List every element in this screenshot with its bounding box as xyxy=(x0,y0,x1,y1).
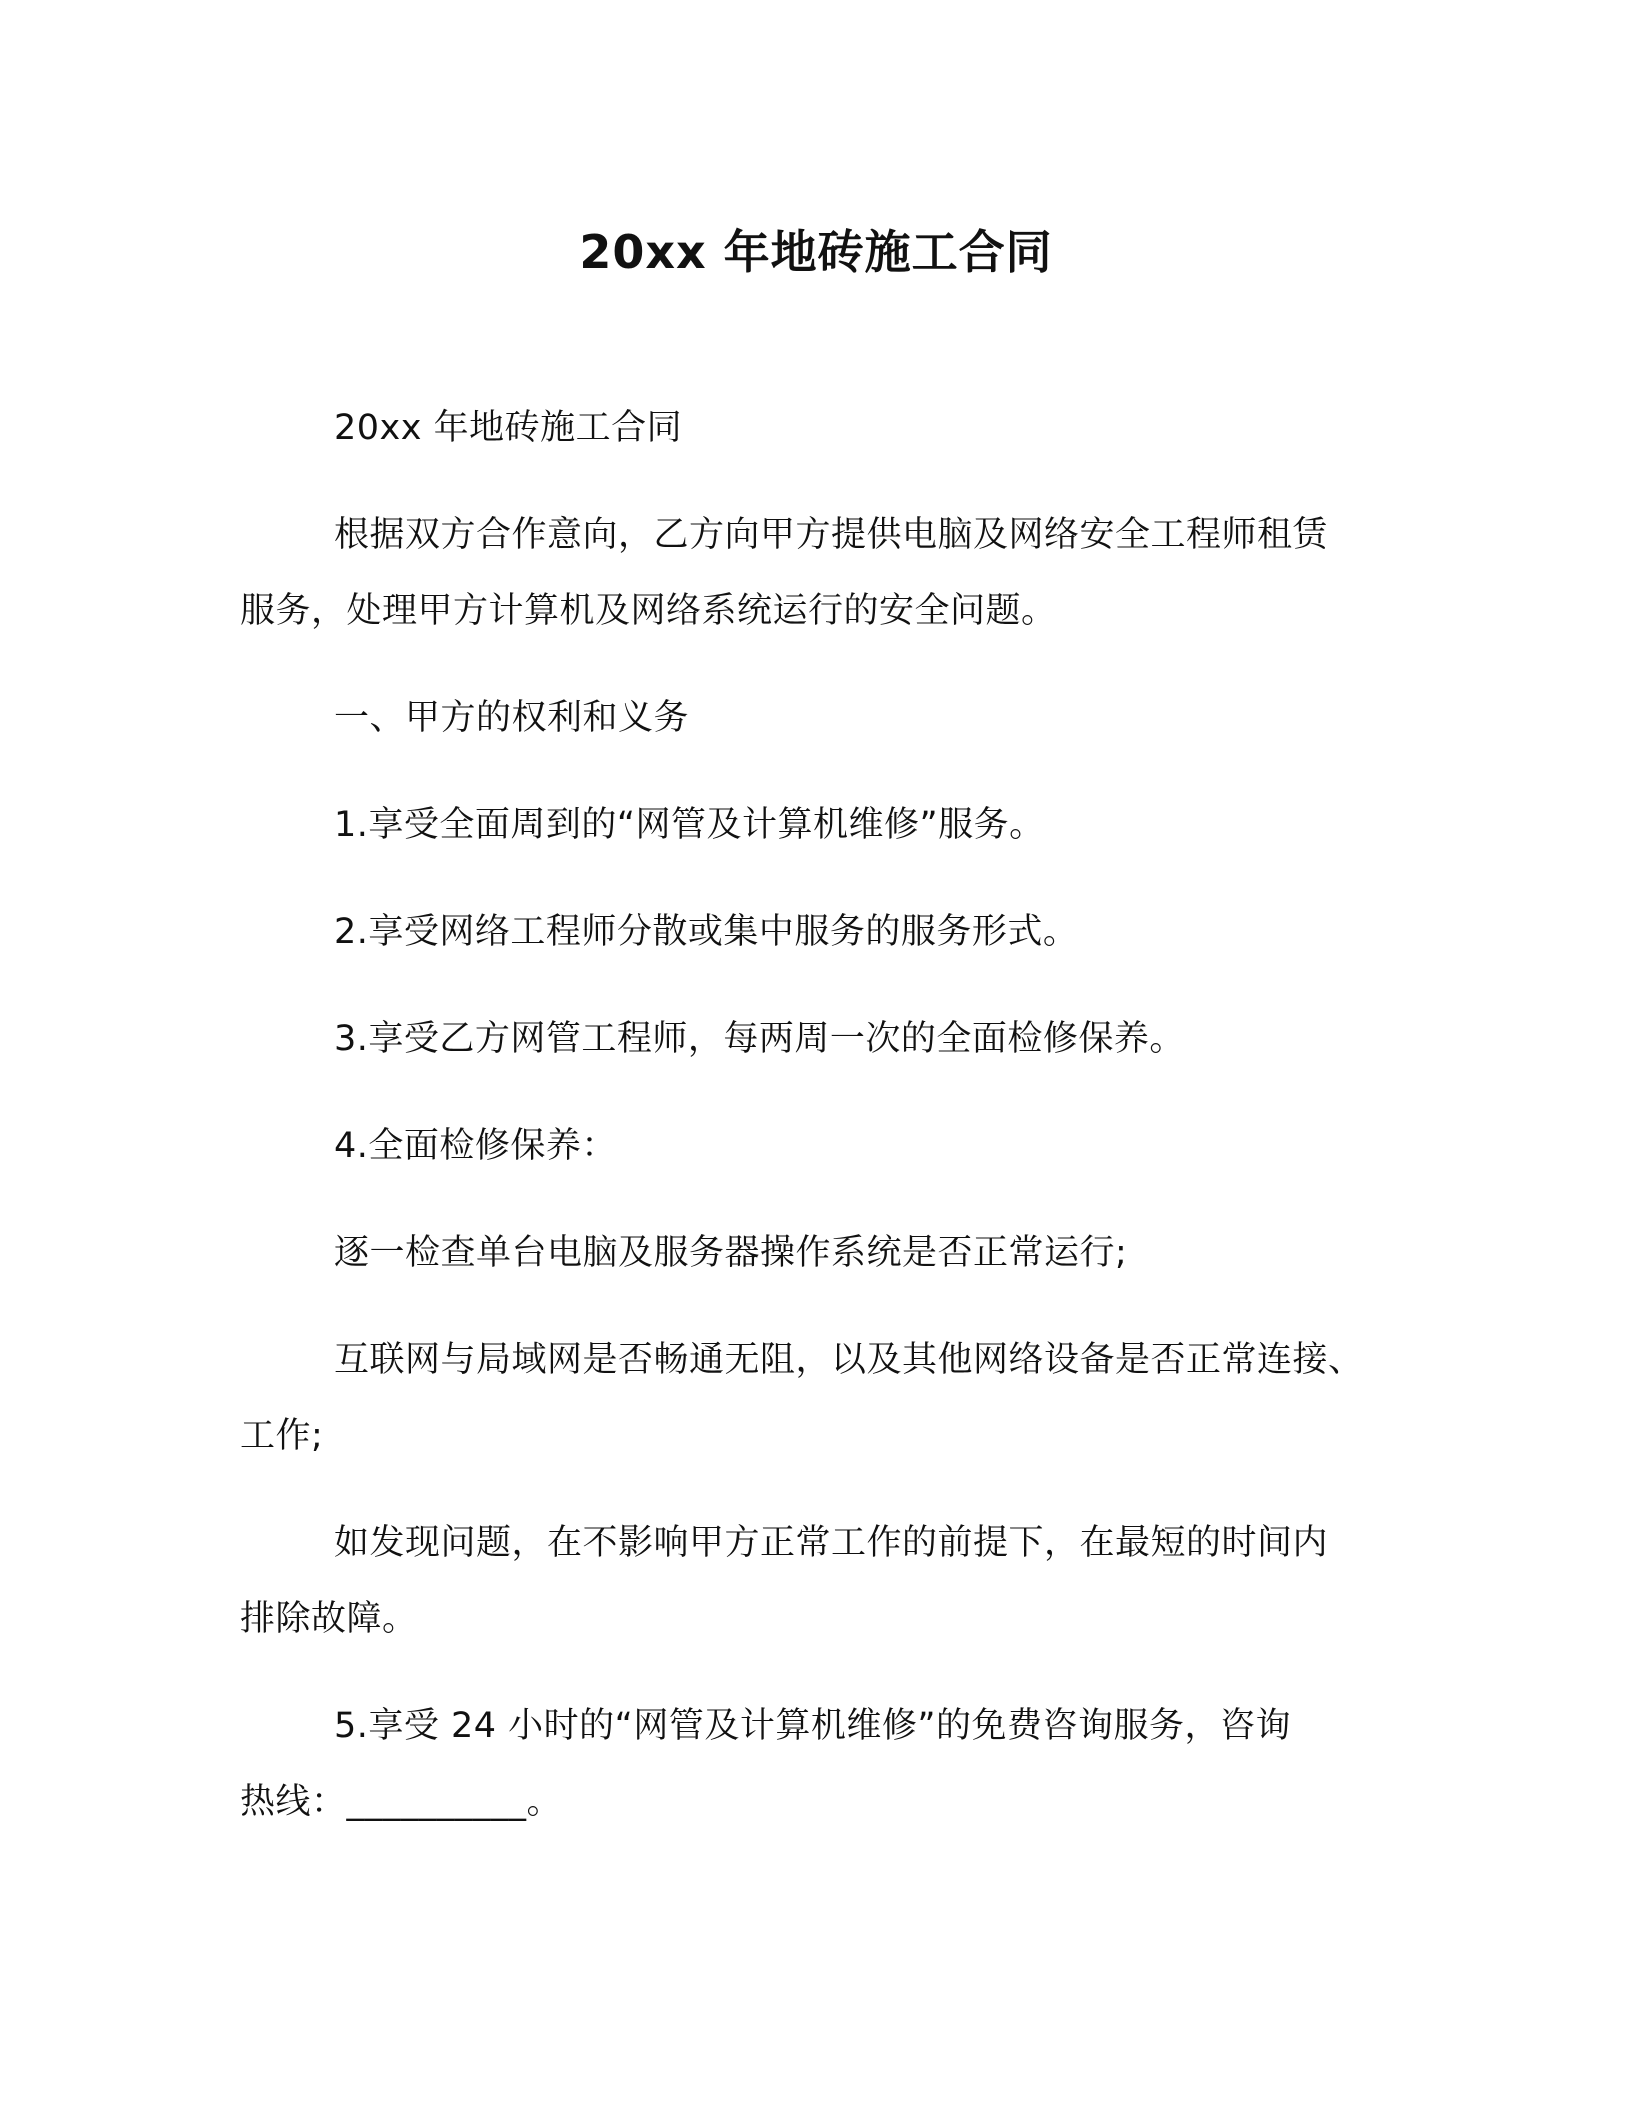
clause-2 xyxy=(240,894,1400,970)
clause-3 xyxy=(240,1001,1400,1077)
paragraph-line: 互联网与局域网是否畅通无阻，以及其他网络设备是否正常连接、 xyxy=(334,1340,1364,1380)
paragraph-line: 如发现问题，在不影响甲方正常工作的前提下，在最短的时间内 xyxy=(334,1523,1329,1563)
paragraph-line: 服务，处理甲方计算机及网络系统运行的安全问题。 xyxy=(240,591,1057,631)
paragraph-line: 根据双方合作意向，乙方向甲方提供电脑及网络安全工程师租赁 xyxy=(334,515,1329,555)
clause-1 xyxy=(240,787,1400,863)
paragraph-line: 2.享受网络工程师分散或集中服务的服务形式。 xyxy=(334,912,1079,952)
paragraph-line: 5.享受 24 小时的“网管及计算机维修”的免费咨询服务，咨询 xyxy=(334,1706,1291,1746)
paragraph-line: 逐一检查单台电脑及服务器操作系统是否正常运行; xyxy=(334,1233,1128,1273)
paragraph-line: 热线：__________。 xyxy=(240,1782,563,1822)
paragraph-line: 20xx 年地砖施工合同 xyxy=(334,408,683,448)
paragraph-intro xyxy=(240,497,1400,649)
paragraph-line: 排除故障。 xyxy=(240,1599,418,1639)
paragraph-line: 1.享受全面周到的“网管及计算机维修”服务。 xyxy=(334,805,1045,845)
clause-4-item-1 xyxy=(240,1215,1400,1291)
paragraph-line: 工作; xyxy=(240,1416,324,1456)
clause-4 xyxy=(240,1108,1400,1184)
clause-4-item-3 xyxy=(240,1505,1400,1657)
paragraph-line: 3.享受乙方网管工程师，每两周一次的全面检修保养。 xyxy=(334,1019,1185,1059)
paragraph-subtitle xyxy=(240,390,1400,466)
document-title: 20xx 年地砖施工合同 xyxy=(579,225,1053,279)
paragraph-line: 4.全面检修保养： xyxy=(334,1126,617,1166)
document-body xyxy=(240,390,1400,1840)
section-heading xyxy=(240,680,1400,756)
clause-5 xyxy=(240,1688,1400,1840)
clause-4-item-2 xyxy=(240,1322,1400,1474)
paragraph-line: 一、甲方的权利和义务 xyxy=(334,698,690,738)
